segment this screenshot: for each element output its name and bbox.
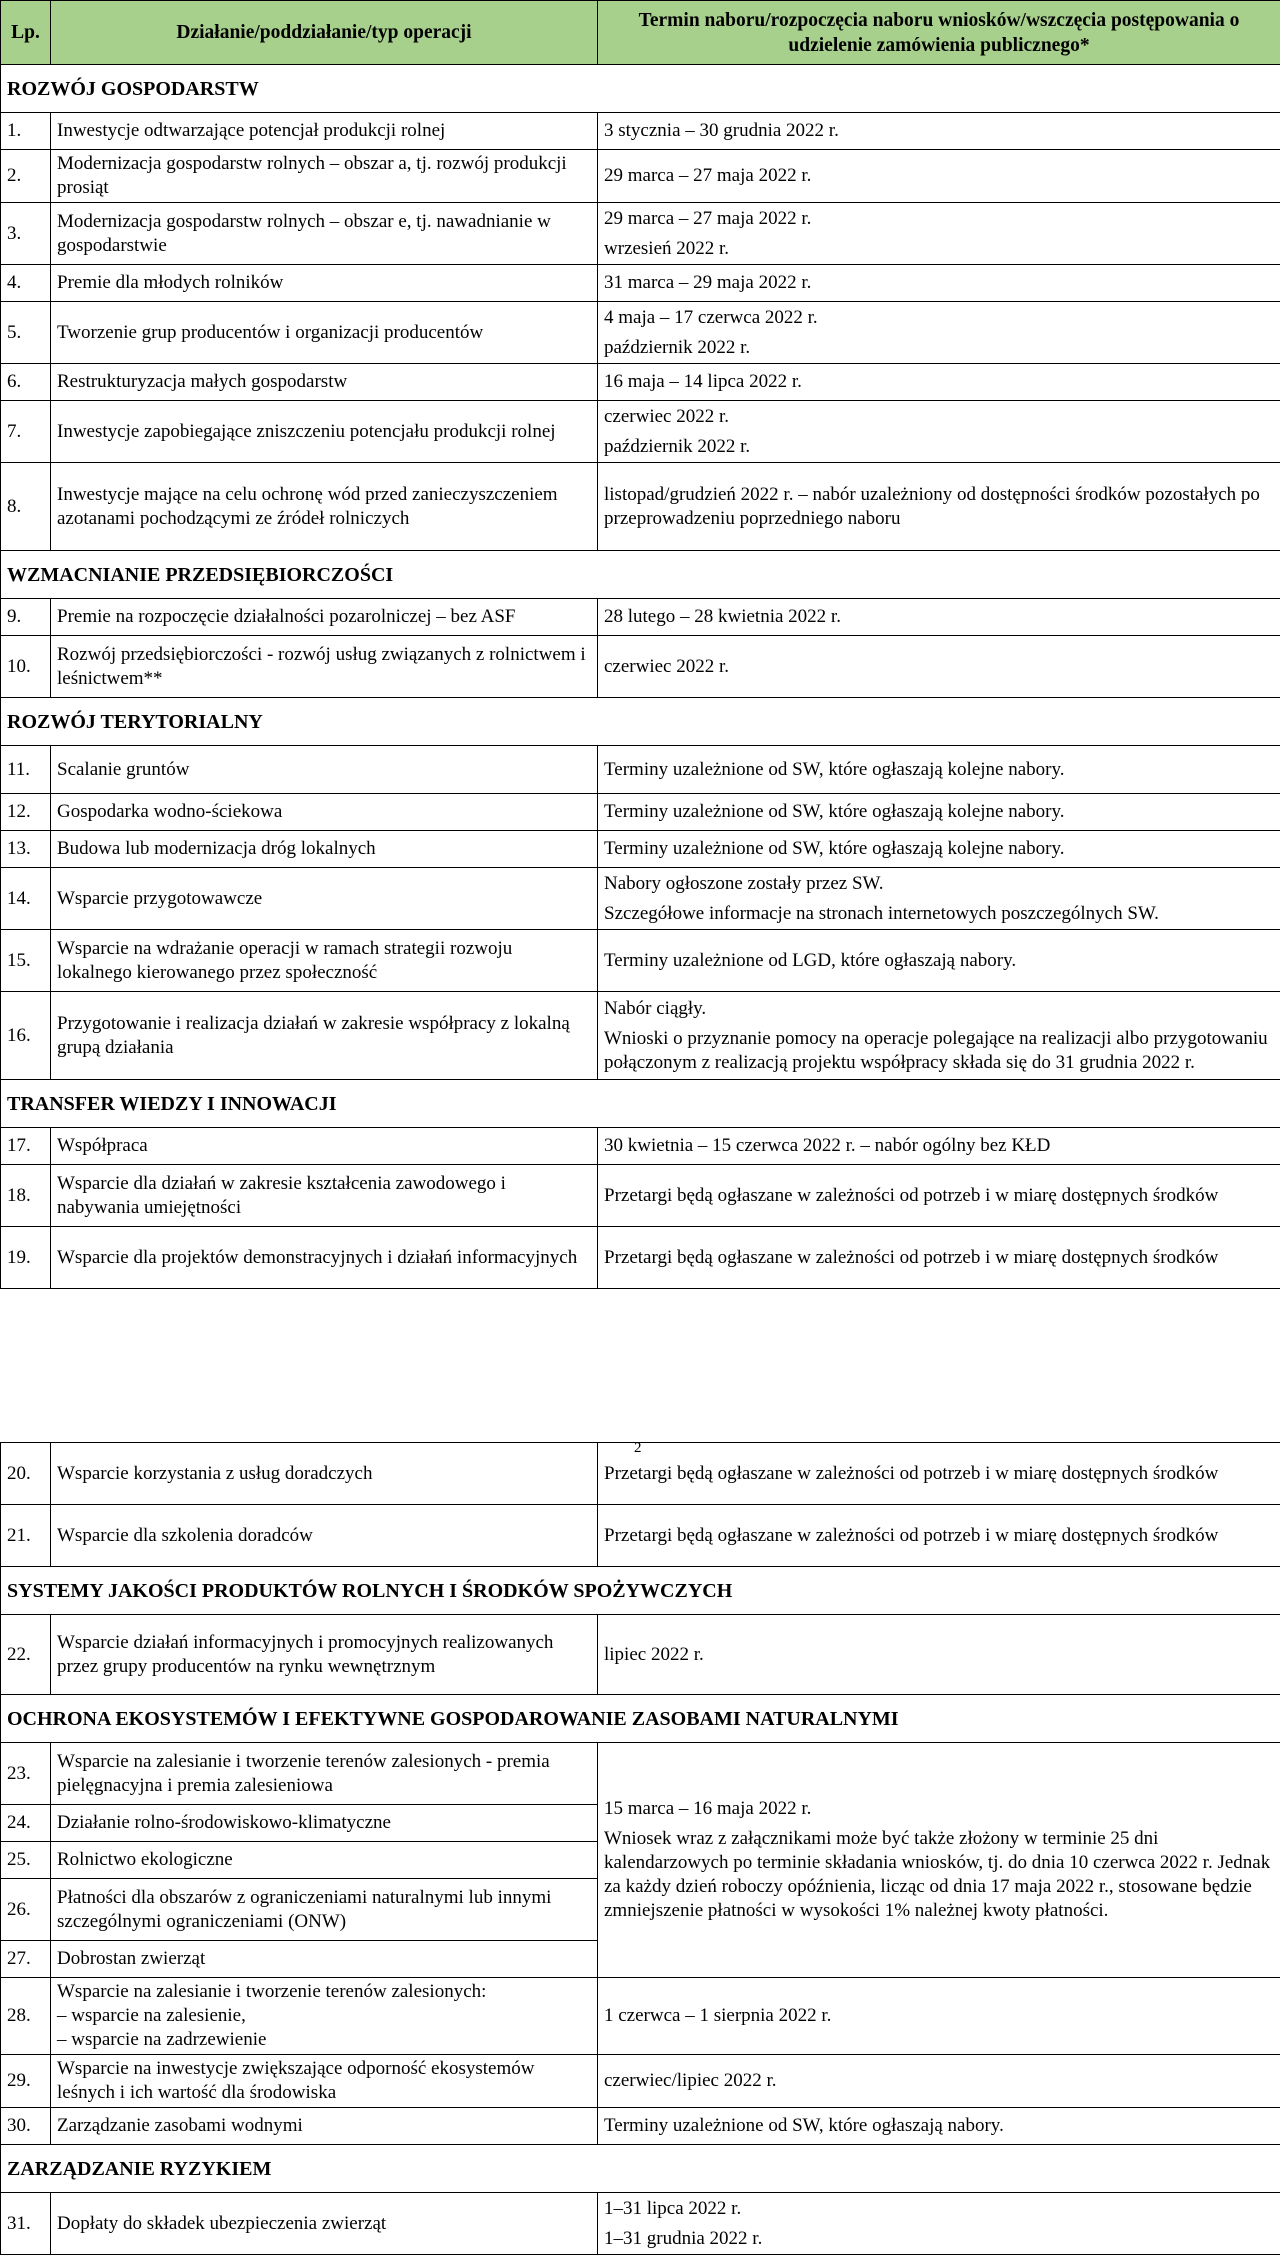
term-text: 3 stycznia – 30 grudnia 2022 r. — [604, 120, 839, 141]
action-text: Wsparcie dla projektów demonstracyjnych i działań informacyjnych — [57, 1246, 578, 1268]
term-text: Terminy uzależnione od SW, które ogłaszają kolejne nabory. — [604, 838, 1065, 859]
section-title: ROZWÓJ TERYTORIALNY — [1, 698, 1280, 746]
table-row — [1, 746, 1280, 794]
action-name — [51, 2055, 598, 2108]
action-name — [51, 868, 598, 930]
term-cell — [598, 1227, 1280, 1289]
table-row — [1, 113, 1280, 150]
term-text-line-2: Wniosek wraz z załącznikami może być także złożony w terminie 25 dni kalendarzowych po terminie składania wniosków, tj. do dnia 10 czerwca 2022 r. Jednak za każdy dzień roboczy opóźnienia, licząc od dnia 17 maja 2022 r., stosowane będzie zmniejszenie płatności w wysokości 1% należnej kwoty płatności. — [604, 1828, 1271, 1921]
term-text: listopad/grudzień 2022 r. – nabór uzależniony od dostępności środków pozostałych po przeprowadzeniu poprzedniego naboru — [604, 483, 1260, 529]
action-name — [51, 1165, 598, 1227]
term-text: 29 marca – 27 maja 2022 r. — [604, 165, 812, 186]
term-cell — [598, 203, 1280, 265]
action-name — [51, 1443, 598, 1505]
action-name — [51, 150, 598, 203]
term-cell — [598, 2055, 1280, 2108]
term-cell — [598, 401, 1280, 463]
action-text: Wsparcie dla szkolenia doradców — [57, 1524, 313, 1546]
action-text: Scalanie gruntów — [57, 758, 190, 780]
action-text: Inwestycje odtwarzające potencjał produkcji rolnej — [57, 120, 446, 141]
action-name — [51, 636, 598, 698]
table-row — [1, 401, 1280, 463]
term-cell — [598, 1128, 1280, 1165]
action-name — [51, 1842, 598, 1879]
term-cell — [598, 1165, 1280, 1227]
row-number: 11. — [1, 746, 51, 794]
term-text: Nabory ogłoszone zostały przez SW. — [604, 872, 884, 894]
table-row — [1, 992, 1280, 1080]
row-number: 9. — [1, 599, 51, 636]
term-text: czerwiec/lipiec 2022 r. — [604, 2070, 777, 2091]
table-row — [1, 1978, 1280, 2055]
term-text: lipiec 2022 r. — [604, 1643, 704, 1665]
action-name — [51, 1615, 598, 1695]
term-cell — [598, 746, 1280, 794]
term-text-line-2: 1–31 grudnia 2022 r. — [604, 2227, 763, 2249]
term-cell — [598, 1615, 1280, 1695]
table-row — [1, 794, 1280, 831]
term-text: 29 marca – 27 maja 2022 r. — [604, 207, 812, 229]
row-number: 2. — [1, 150, 51, 203]
term-cell — [598, 930, 1280, 992]
row-number: 17. — [1, 1128, 51, 1165]
row-number: 13. — [1, 831, 51, 868]
row-number: 28. — [1, 1978, 51, 2055]
table-row — [1, 1227, 1280, 1289]
term-text-line-2: Szczegółowe informacje na stronach internetowych poszczególnych SW. — [604, 902, 1159, 924]
action-text: Gospodarka wodno-ściekowa — [57, 801, 283, 822]
action-text: Inwestycje mające na celu ochronę wód przed zanieczyszczeniem azotanami pochodzącymi ze źródeł rolniczych — [57, 483, 558, 529]
term-text: Przetargi będą ogłaszane w zależności od potrzeb i w miarę dostępnych środków — [604, 1246, 1219, 1268]
term-text-line-2: październik 2022 r. — [604, 435, 751, 457]
row-number: 30. — [1, 2108, 51, 2145]
term-cell — [598, 1743, 1280, 1978]
action-text: Wsparcie na zalesianie i tworzenie terenów zalesionych: — [57, 1981, 487, 2002]
row-number: 19. — [1, 1227, 51, 1289]
term-cell — [598, 302, 1280, 364]
row-number: 24. — [1, 1805, 51, 1842]
term-text: czerwiec 2022 r. — [604, 405, 730, 427]
table-row — [1, 636, 1280, 698]
action-text: Zarządzanie zasobami wodnymi — [57, 2115, 303, 2136]
action-text: Wsparcie przygotowawcze — [57, 887, 263, 909]
row-number: 10. — [1, 636, 51, 698]
action-text: Restrukturyzacja małych gospodarstw — [57, 371, 348, 392]
action-text: Rolnictwo ekologiczne — [57, 1849, 233, 1870]
header-lp: Lp. — [1, 1, 51, 65]
table-row — [1, 150, 1280, 203]
row-number: 22. — [1, 1615, 51, 1695]
section-row — [1, 1567, 1280, 1615]
section-title: SYSTEMY JAKOŚCI PRODUKTÓW ROLNYCH I ŚRODKÓW SPOŻYWCZYCH — [1, 1567, 1280, 1615]
action-name — [51, 1743, 598, 1805]
action-name — [51, 1879, 598, 1941]
term-text: 30 kwietnia – 15 czerwca 2022 r. – nabór ogólny bez KŁD — [604, 1135, 1051, 1156]
action-text: Dobrostan zwierząt — [57, 1948, 206, 1969]
action-text: Płatności dla obszarów z ograniczeniami naturalnymi lub innymi szczególnymi ograniczeniami (ONW) — [57, 1886, 552, 1932]
row-number: 31. — [1, 2193, 51, 2255]
term-text: czerwiec 2022 r. — [604, 655, 730, 677]
term-cell — [598, 1978, 1280, 2055]
table-row — [1, 1128, 1280, 1165]
table-row — [1, 2193, 1280, 2255]
row-number: 5. — [1, 302, 51, 364]
row-number: 29. — [1, 2055, 51, 2108]
action-text: Wsparcie na zalesianie i tworzenie terenów zalesionych - premia pielęgnacyjna i premia zalesieniowa — [57, 1750, 550, 1796]
action-name — [51, 2193, 598, 2255]
action-name — [51, 1978, 598, 2055]
table-row — [1, 930, 1280, 992]
section-row — [1, 698, 1280, 746]
action-name — [51, 2108, 598, 2145]
term-cell — [598, 463, 1280, 551]
row-number: 23. — [1, 1743, 51, 1805]
section-title: WZMACNIANIE PRZEDSIĘBIORCZOŚCI — [1, 551, 1280, 599]
table-row — [1, 599, 1280, 636]
row-number: 18. — [1, 1165, 51, 1227]
table-row — [1, 868, 1280, 930]
term-text: Terminy uzależnione od SW, które ogłaszają kolejne nabory. — [604, 801, 1065, 822]
row-number: 4. — [1, 265, 51, 302]
table-row — [1, 1443, 1280, 1505]
table-header-row — [1, 1, 1280, 65]
term-cell — [598, 868, 1280, 930]
action-text-line-2: – wsparcie na zalesienie, — [57, 2005, 246, 2026]
term-cell — [598, 831, 1280, 868]
term-text: Przetargi będą ogłaszane w zależności od potrzeb i w miarę dostępnych środków — [604, 1184, 1219, 1206]
term-text: 28 lutego – 28 kwietnia 2022 r. — [604, 606, 841, 627]
action-name — [51, 203, 598, 265]
action-name — [51, 599, 598, 636]
section-row — [1, 2145, 1280, 2193]
term-text-line-2: wrzesień 2022 r. — [604, 237, 730, 259]
action-text: Rozwój przedsiębiorczości - rozwój usług związanych z rolnictwem i leśnictwem** — [57, 643, 586, 689]
table-row — [1, 203, 1280, 265]
action-text: Wsparcie działań informacyjnych i promocyjnych realizowanych przez grupy producentów na rynku wewnętrznym — [57, 1631, 554, 1677]
action-text: Tworzenie grup producentów i organizacji producentów — [57, 321, 484, 343]
action-text: Wsparcie korzystania z usług doradczych — [57, 1462, 373, 1484]
term-text: Terminy uzależnione od SW, które ogłaszają kolejne nabory. — [604, 758, 1065, 780]
action-name — [51, 1941, 598, 1978]
section-title: OCHRONA EKOSYSTEMÓW I EFEKTYWNE GOSPODAROWANIE ZASOBAMI NATURALNYMI — [1, 1695, 1280, 1743]
action-text: Działanie rolno-środowiskowo-klimatyczne — [57, 1812, 391, 1833]
row-number: 25. — [1, 1842, 51, 1879]
action-name — [51, 463, 598, 551]
term-text: 16 maja – 14 lipca 2022 r. — [604, 371, 802, 392]
row-number: 26. — [1, 1879, 51, 1941]
row-number: 12. — [1, 794, 51, 831]
row-number: 1. — [1, 113, 51, 150]
row-number: 7. — [1, 401, 51, 463]
header-action: Działanie/poddziałanie/typ operacji — [51, 1, 598, 65]
action-text: Premie na rozpoczęcie działalności pozarolniczej – bez ASF — [57, 606, 516, 627]
section-row — [1, 1080, 1280, 1128]
row-number: 15. — [1, 930, 51, 992]
action-name — [51, 930, 598, 992]
term-cell — [598, 636, 1280, 698]
action-text: Wsparcie na wdrażanie operacji w ramach strategii rozwoju lokalnego kierowanego przez społeczność — [57, 937, 513, 983]
action-name — [51, 831, 598, 868]
table-row — [1, 2055, 1280, 2108]
row-number: 21. — [1, 1505, 51, 1567]
section-title: TRANSFER WIEDZY I INNOWACJI — [1, 1080, 1280, 1128]
row-number: 14. — [1, 868, 51, 930]
term-text: Terminy uzależnione od SW, które ogłaszają nabory. — [604, 2115, 1004, 2136]
action-name — [51, 302, 598, 364]
header-term: Termin naboru/rozpoczęcia naboru wniosków/wszczęcia postępowania o udzielenie zamówienia publicznego* — [598, 1, 1280, 65]
action-name — [51, 746, 598, 794]
row-number: 3. — [1, 203, 51, 265]
row-number: 6. — [1, 364, 51, 401]
action-text: Modernizacja gospodarstw rolnych – obszar a, tj. rozwój produkcji prosiąt — [57, 153, 567, 198]
section-row — [1, 65, 1280, 113]
term-text: Nabór ciągły. — [604, 997, 707, 1019]
action-text: Budowa lub modernizacja dróg lokalnych — [57, 838, 376, 859]
term-cell — [598, 794, 1280, 831]
term-text: Terminy uzależnione od LGD, które ogłaszają nabory. — [604, 949, 1017, 971]
action-name — [51, 1805, 598, 1842]
term-text: 1 czerwca – 1 sierpnia 2022 r. — [604, 2005, 832, 2026]
action-name — [51, 794, 598, 831]
action-name — [51, 1505, 598, 1567]
section-row — [1, 1695, 1280, 1743]
action-text: Inwestycje zapobiegające zniszczeniu potencjału produkcji rolnej — [57, 420, 556, 442]
term-text: 15 marca – 16 maja 2022 r. — [604, 1798, 812, 1819]
action-text-line-3: – wsparcie na zadrzewienie — [57, 2029, 267, 2050]
term-cell — [598, 2108, 1280, 2145]
action-name — [51, 265, 598, 302]
term-cell — [598, 1505, 1280, 1567]
action-name — [51, 401, 598, 463]
term-cell — [598, 265, 1280, 302]
table-row — [1, 1165, 1280, 1227]
action-name — [51, 364, 598, 401]
term-cell — [598, 1443, 1280, 1505]
action-name — [51, 1128, 598, 1165]
term-text: 1–31 lipca 2022 r. — [604, 2197, 742, 2219]
action-text: Przygotowanie i realizacja działań w zakresie współpracy z lokalną grupą działania — [57, 1012, 570, 1058]
table-row — [1, 2108, 1280, 2145]
table-row — [1, 1743, 1280, 1805]
term-cell — [598, 113, 1280, 150]
schedule-table-page-2 — [0, 1442, 1280, 2255]
table-row — [1, 265, 1280, 302]
action-name — [51, 992, 598, 1080]
page-number: 2 — [634, 1440, 642, 1456]
term-text: 31 marca – 29 maja 2022 r. — [604, 272, 812, 293]
row-number: 27. — [1, 1941, 51, 1978]
term-cell — [598, 364, 1280, 401]
term-cell — [598, 599, 1280, 636]
term-text: Przetargi będą ogłaszane w zależności od potrzeb i w miarę dostępnych środków — [604, 1462, 1219, 1484]
action-text: Dopłaty do składek ubezpieczenia zwierząt — [57, 2212, 387, 2234]
row-number: 8. — [1, 463, 51, 551]
section-row — [1, 551, 1280, 599]
row-number: 20. — [1, 1443, 51, 1505]
action-name — [51, 113, 598, 150]
row-number: 16. — [1, 992, 51, 1080]
action-text: Modernizacja gospodarstw rolnych – obszar e, tj. nawadnianie w gospodarstwie — [57, 210, 551, 256]
term-text-line-2: październik 2022 r. — [604, 336, 751, 358]
action-text: Wsparcie na inwestycje zwiększające odporność ekosystemów leśnych i ich wartość dla środowiska — [57, 2058, 535, 2103]
term-cell — [598, 2193, 1280, 2255]
table-row — [1, 1505, 1280, 1567]
section-title: ROZWÓJ GOSPODARSTW — [1, 65, 1280, 113]
table-row — [1, 463, 1280, 551]
action-text: Wsparcie dla działań w zakresie kształcenia zawodowego i nabywania umiejętności — [57, 1172, 506, 1218]
table-row — [1, 364, 1280, 401]
action-text: Współpraca — [57, 1135, 148, 1156]
table-row — [1, 1615, 1280, 1695]
term-cell — [598, 992, 1280, 1080]
term-text: 4 maja – 17 czerwca 2022 r. — [604, 306, 818, 328]
section-title: ZARZĄDZANIE RYZYKIEM — [1, 2145, 1280, 2193]
term-cell — [598, 150, 1280, 203]
table-row — [1, 831, 1280, 868]
action-text: Premie dla młodych rolników — [57, 272, 284, 293]
action-name — [51, 1227, 598, 1289]
term-text-line-2: Wnioski o przyznanie pomocy na operacje polegające na realizacji albo przygotowaniu połączonym z realizacją projektu współpracy składa się do 31 grudnia 2022 r. — [604, 1027, 1268, 1073]
table-row — [1, 302, 1280, 364]
term-text: Przetargi będą ogłaszane w zależności od potrzeb i w miarę dostępnych środków — [604, 1524, 1219, 1546]
